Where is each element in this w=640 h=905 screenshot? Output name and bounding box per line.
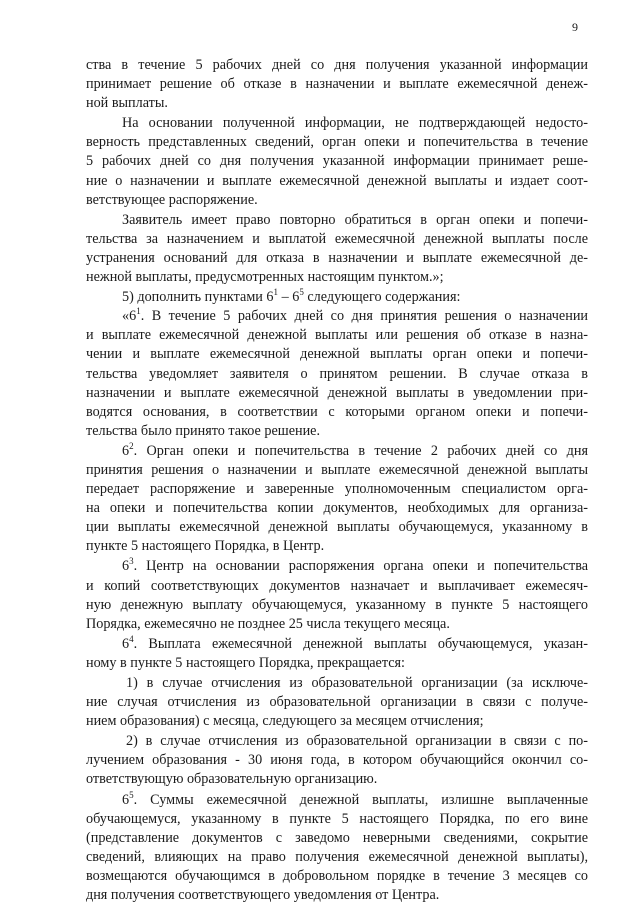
item-5-suffix: следующего содержания: bbox=[303, 289, 461, 306]
point-6-3-sup: 3 bbox=[129, 556, 134, 567]
point-6-3-heading-line bbox=[86, 557, 588, 576]
point-6-1-text: . В течение 5 рабочих дней со дня принятия решения о назначении bbox=[140, 308, 588, 325]
page-number: 9 bbox=[572, 20, 578, 34]
text-line: обучающемуся, указанному в пункте 5 настоящего Порядка, по его вине bbox=[86, 810, 588, 827]
point-6-2-sup: 2 bbox=[129, 440, 134, 451]
point-6-5-sup: 5 bbox=[129, 789, 134, 800]
text-line: водятся основания, в соответствии с которыми органом опеки и попечи- bbox=[86, 403, 588, 420]
text-line: тельства было принято такое решение. bbox=[86, 422, 321, 439]
text-line: сведений, влияющих на право получения ежемесячной денежной выплаты), bbox=[86, 848, 588, 865]
point-6-2-heading-line bbox=[86, 442, 588, 461]
text-line: дня получения соответствующего уведомления от Центра. bbox=[86, 887, 440, 904]
text-line: 2) в случае отчисления из образовательной организации в связи с по- bbox=[126, 733, 588, 750]
text-line: возмещаются обучающимся в добровольном порядке в течение 3 месяцев со bbox=[86, 867, 588, 884]
point-6-2-number: 6 bbox=[122, 442, 130, 459]
text-line: нежной выплаты, предусмотренных настоящим пунктом.»; bbox=[86, 269, 444, 286]
text-line: верность представленных сведений, орган опеки и попечительства в течение bbox=[86, 134, 588, 151]
item-5-prefix: 5) дополнить пунктами 6 bbox=[122, 289, 274, 306]
text-line: ветствующее распоряжение. bbox=[86, 191, 258, 208]
text-line: устранения оснований для отказа в назначении и выплате ежемесячной де- bbox=[86, 249, 588, 266]
text-line: ную денежную выплату обучающемуся, указанному в пункте 5 настоящего bbox=[86, 596, 588, 613]
item-5-dash: – 6 bbox=[278, 289, 300, 306]
text-line: лучением образования - 30 июня года, в котором обучающийся окончил со- bbox=[86, 752, 588, 769]
point-6-1-number: 6 bbox=[129, 308, 137, 325]
point-6-4-text: . Выплата ежемесячной денежной выплаты обучающемуся, указан- bbox=[133, 635, 588, 652]
point-6-1-sup: 1 bbox=[136, 306, 141, 317]
point-6-5-text: . Суммы ежемесячной денежной выплаты, излишне выплаченные bbox=[133, 791, 588, 808]
text-line: тельства уведомляет заявителя о принятом решении. В случае отказа в bbox=[86, 365, 588, 382]
point-6-5-heading-line bbox=[86, 791, 588, 810]
text-line: На основании полученной информации, не подтверждающей недосто- bbox=[122, 115, 588, 132]
text-line: Порядка, ежемесячно не позднее 25 числа текущего месяца. bbox=[86, 615, 450, 632]
text-line: нием образования) с месяца, следующего за месяцем отчисления; bbox=[86, 713, 484, 730]
text-line: на опеки и попечительства копии документов, необходимых для организа- bbox=[86, 500, 588, 517]
text-line: принимает решение об отказе в назначении и выплате ежемесячной денеж- bbox=[86, 76, 588, 93]
text-line: (представление документов с заведомо неверными сведениями, сокрытие bbox=[86, 829, 588, 846]
point-6-4-sup: 4 bbox=[129, 633, 134, 644]
text-line: Заявитель имеет право повторно обратиться в орган опеки и попечи- bbox=[122, 211, 588, 228]
point-6-3-text: . Центр на основании распоряжения органа опеки и попечительства bbox=[133, 558, 588, 575]
text-line: тельства за назначением и выплатой ежемесячной денежной выплаты после bbox=[86, 230, 588, 247]
text-line: ние случая отчисления из образовательной организации в связи с получе- bbox=[86, 694, 588, 711]
point-6-3-number: 6 bbox=[122, 558, 130, 575]
text-line: 1) в случае отчисления из образовательной организации (за исключе- bbox=[126, 675, 588, 691]
document-body bbox=[86, 56, 588, 905]
text-line: передает распоряжение и заверенные уполномоченным специалистом орга- bbox=[86, 481, 588, 498]
point-6-4-number: 6 bbox=[122, 635, 130, 652]
open-quote: « bbox=[122, 308, 130, 325]
item-5-line bbox=[86, 288, 588, 307]
text-line: ции выплаты ежемесячной денежной выплаты обучающемуся, указанному в bbox=[86, 519, 588, 536]
point-6-5-number: 6 bbox=[122, 791, 130, 808]
text-line: пункте 5 настоящего Порядка, в Центр. bbox=[86, 538, 325, 555]
text-line: принятия решения о назначении и выплате ежемесячной денежной выплаты bbox=[86, 461, 588, 478]
point-6-4-heading-line bbox=[86, 635, 588, 654]
text-line: ному в пункте 5 настоящего Порядка, прекращается: bbox=[86, 654, 405, 671]
text-line: чении и выплате ежемесячной денежной выплаты орган опеки и попечи- bbox=[86, 346, 588, 363]
text-line: ние о назначении и выплате ежемесячной денежной выплаты и издает соот- bbox=[86, 172, 588, 189]
point-6-1-heading-line bbox=[86, 307, 588, 326]
text-line: и выплате ежемесячной денежной выплаты или решения об отказе в назна- bbox=[86, 327, 588, 344]
item-5-sup-2: 5 bbox=[299, 287, 304, 298]
text-line: 5 рабочих дней со дня получения указанной информации принимает реше- bbox=[86, 153, 588, 170]
item-5-sup-1: 1 bbox=[273, 287, 279, 298]
text-line: ответствующую образовательную организацию. bbox=[86, 771, 378, 788]
text-line: ной выплаты. bbox=[86, 95, 168, 112]
text-line: ства в течение 5 рабочих дней со дня получения указанной информации bbox=[86, 57, 588, 73]
point-6-2-text: . Орган опеки и попечительства в течение 2 рабочих дней со дня bbox=[133, 442, 588, 459]
text-line: назначении и выплате ежемесячной денежной выплаты в уведомлении при- bbox=[86, 384, 588, 401]
text-line: и копий соответствующих документов назначает и выплачивает ежемесяч- bbox=[86, 577, 588, 594]
